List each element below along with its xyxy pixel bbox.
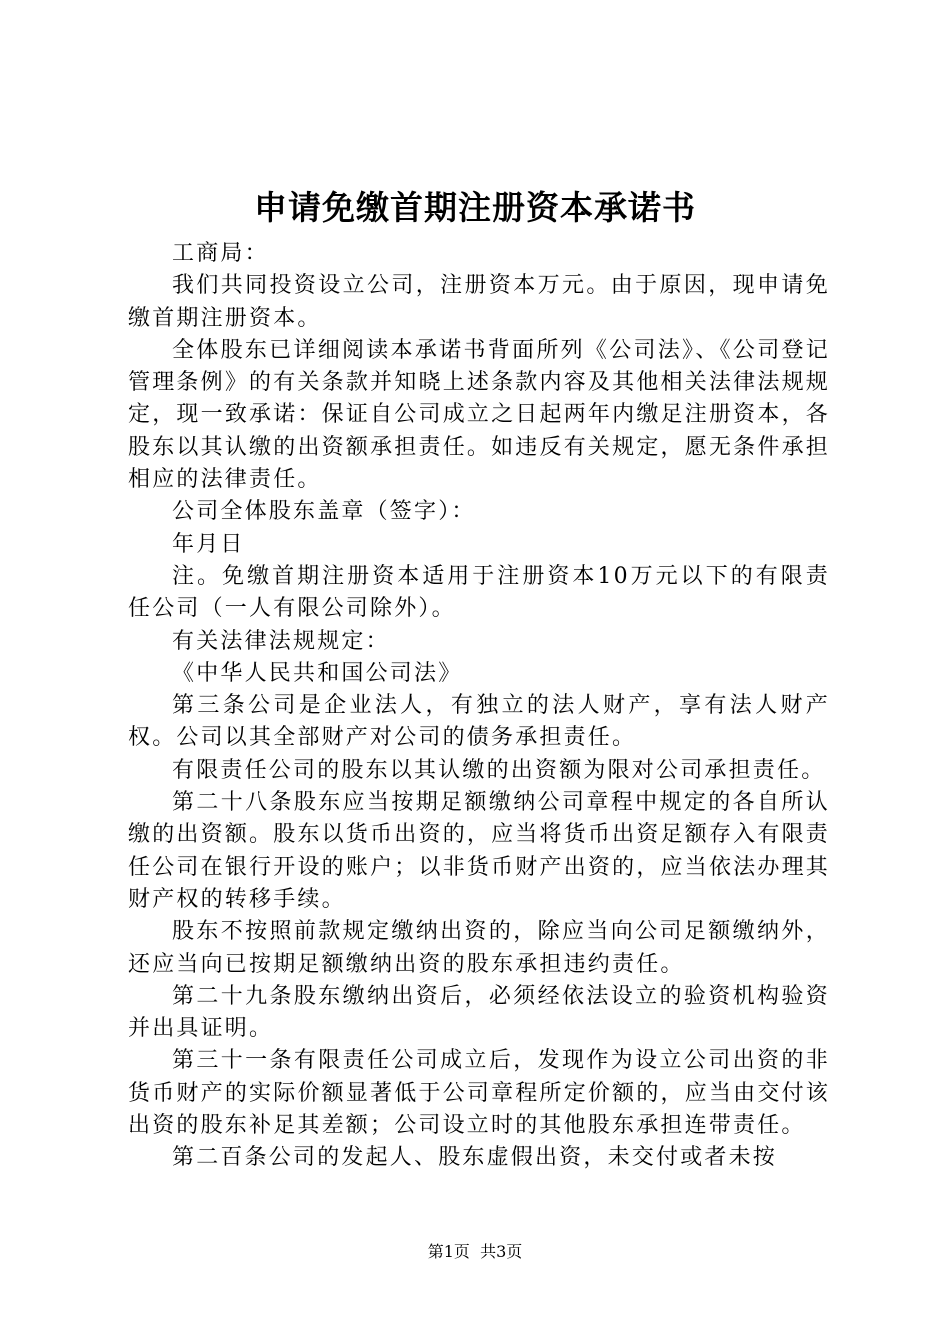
document-body (128, 238, 830, 1175)
paragraph-article-28-cont: 股东不按照前款规定缴纳出资的，除应当向公司足额缴纳外，还应当向已按期足额缴纳出资的股东承担违约责任。 (128, 919, 830, 977)
page-number: 第1页 (427, 1242, 470, 1261)
paragraph-addressee: 工商局： (172, 241, 269, 266)
paragraph-article-3-cont: 有限责任公司的股东以其认缴的出资额为限对公司承担责任。 (172, 757, 826, 783)
paragraph-commitment: 全体股东已详细阅读本承诺书背面所列《公司法》、《公司登记管理条例》的有关条款并知晓上述条款内容及其他相关法律法规规定，现一致承诺：保证自公司成立之日起两年内缴足注册资本，各股东以其认缴的出资额承担责任。如违反有关规定，愿无条件承担相应的法律责任。 (128, 337, 830, 493)
paragraph-regulations-heading: 有关法律法规规定： (172, 628, 390, 654)
paragraph-date-line: 年月日 (172, 531, 245, 557)
paragraph-request: 我们共同投资设立公司，注册资本万元。由于原因，现申请免缴首期注册资本。 (128, 273, 830, 331)
paragraph-signature-line: 公司全体股东盖章（签字）： (172, 499, 476, 525)
page-footer (0, 1240, 950, 1264)
paragraph-article-200: 第二百条公司的发起人、股东虚假出资，未交付或者未按 (172, 1145, 778, 1171)
paragraph-article-3: 第三条公司是企业法人，有独立的法人财产，享有法人财产权。公司以其全部财产对公司的债务承担责任。 (128, 693, 830, 751)
paragraph-law-title: 《中华人民共和国公司法》 (172, 660, 463, 686)
document-title: 申请免缴首期注册资本承诺书 (254, 188, 696, 227)
paragraph-article-31: 第三十一条有限责任公司成立后，发现作为设立公司出资的非货币财产的实际价额显著低于公司章程所定价额的，应当由交付该出资的股东补足其差额；公司设立时的其他股东承担连带责任。 (128, 1048, 830, 1139)
paragraph-article-28: 第二十八条股东应当按期足额缴纳公司章程中规定的各自所认缴的出资额。股东以货币出资的，应当将货币出资足额存入有限责任公司在银行开设的账户；以非货币财产出资的，应当依法办理其财产权的转移手续。 (128, 790, 830, 912)
paragraph-article-29: 第二十九条股东缴纳出资后，必须经依法设立的验资机构验资并出具证明。 (128, 983, 830, 1042)
paragraph-note: 注。免缴首期注册资本适用于注册资本10万元以下的有限责任公司（一人有限公司除外）。 (128, 563, 830, 622)
page-total: 共3页 (480, 1242, 523, 1261)
